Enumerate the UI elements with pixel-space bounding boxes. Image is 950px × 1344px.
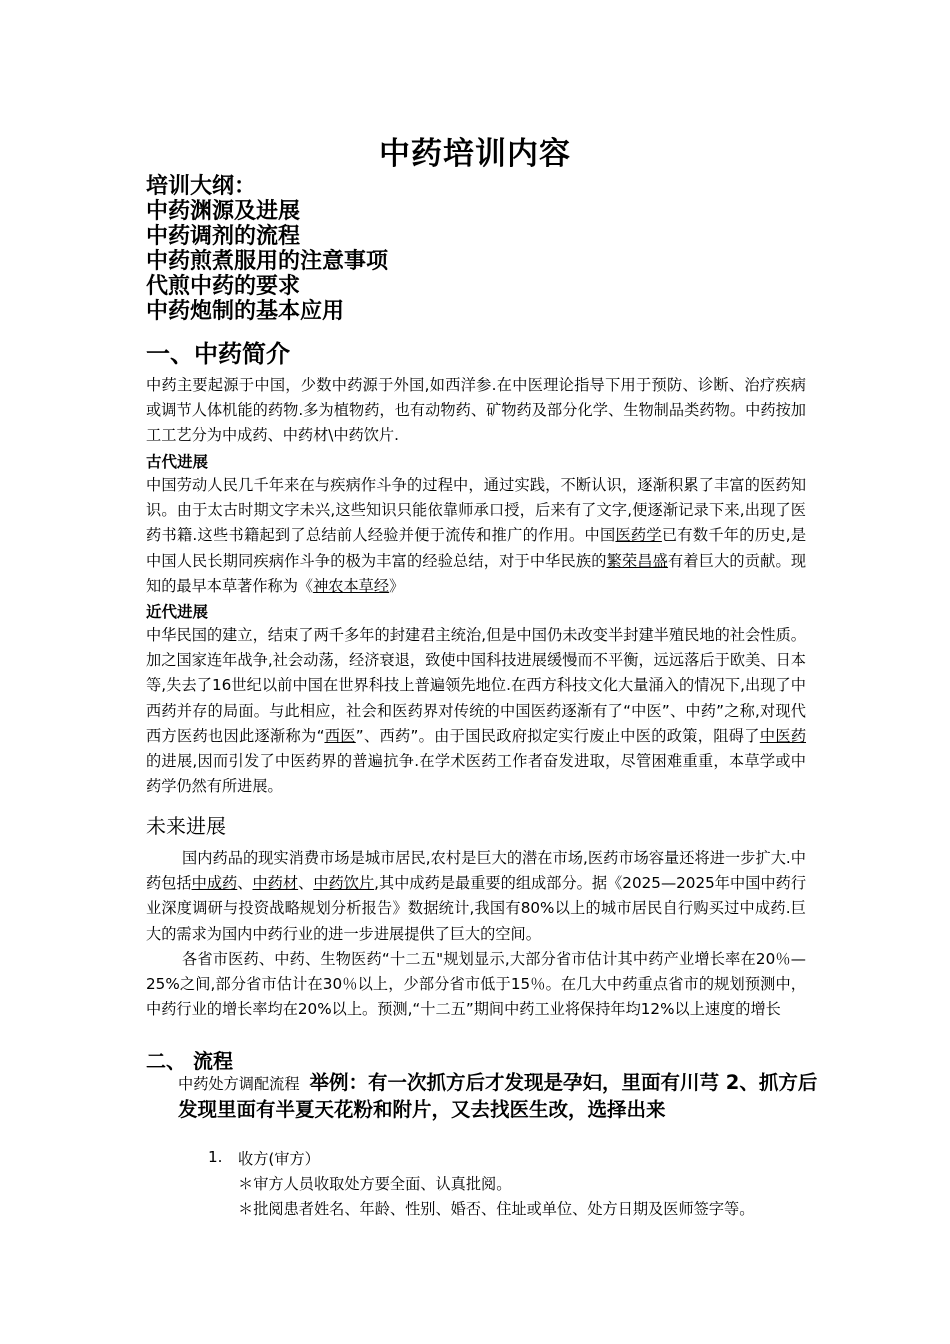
text-run: 的进展,因而引发了中医药界的普遍抗争.在学术医药工作者奋发进取，尽管困难重重，本草学或中药学仍然有所进展。 <box>146 752 806 796</box>
text-run: 国内药品的现实消费市场是城市居民,农村是巨大的潜在市场,医药市场容量还将进一步扩大.中药包括 <box>146 849 806 893</box>
text-run: 、 <box>298 874 314 893</box>
text-run: 中国劳动人民几千年来在与疾病作斗争的过程中，通过实践，不断认识，逐渐积累了丰富的医药知识。由于太古时期文字未兴,这些知识只能依靠师承口授，后来有了文字,便逐渐记录下来,出现了医药书籍.这些书籍起到了总结前人经验并便于流传和推广的作用。中国 <box>146 476 806 545</box>
page-title: 中药培训内容 <box>379 136 571 172</box>
modern-paragraph <box>146 623 806 799</box>
future-paragraph-1 <box>146 846 806 947</box>
link-zhongyiyao[interactable]: 中医药 <box>759 726 807 745</box>
text-run: 》 <box>389 576 405 595</box>
ancient-paragraph <box>146 473 806 599</box>
bullet-item: ＊批阅患者姓名、年龄、性别、婚否、住址或单位、处方日期及医师签字等。 <box>238 1200 755 1218</box>
text-run: 、 <box>237 874 253 893</box>
outline-heading: 培训大纲： <box>146 174 257 199</box>
process-lead: 中药处方调配流程 <box>178 1075 300 1093</box>
text-run: 已有数千年的历史,是中国人民长期同疾病作斗争的极为丰富的经验总结，对于中华民族的 <box>146 526 807 570</box>
link-fanrongchangsheng[interactable]: 繁荣昌盛 <box>606 551 669 570</box>
outline-item: 中药炮制的基本应用 <box>146 299 345 324</box>
text-run: 有着巨大的贡献。现知的最早本草著作称为《 <box>146 551 807 595</box>
step-number: 1. <box>208 1148 223 1166</box>
text-run: ”、西药”。由于国民政府拟定实行废止中医的政策，阻碍了 <box>355 726 760 745</box>
future-heading: 未来进展 <box>146 814 226 838</box>
ancient-heading: 古代进展 <box>146 453 209 471</box>
outline-item: 代煎中药的要求 <box>146 274 301 299</box>
link-yiyaoxue[interactable]: 医药学 <box>615 526 662 545</box>
link-zhongchengyao[interactable]: 中成药 <box>191 874 238 893</box>
link-shennong[interactable]: 神农本草经 <box>313 576 389 595</box>
link-zhongyaocai[interactable]: 中药材 <box>252 874 299 893</box>
text-run: 中华民国的建立，结束了两千多年的封建君主统治,但是中国仍未改变半封建半殖民地的社会性质。加之国家连年战争,社会动荡，经济衰退，致使中国科技进展缓慢而不平衡，远远落后于欧美、日本等,失去了16世纪以前中国在世界科技上普遍领先地位.在西方科技文化大量涌入的情况下,出现了中西药并存的局面。与此相应，社会和医药界对传统的中国医药逐渐有了“中医”、中药”之称,对现代西方医药也因此逐渐称为“ <box>146 626 806 745</box>
dispensing-example <box>178 1070 818 1123</box>
outline-item: 中药渊源及进展 <box>146 199 301 224</box>
step-label: 收方(审方） <box>238 1150 320 1168</box>
outline-item: 中药调剂的流程 <box>146 224 301 249</box>
outline-item: 中药煎煮服用的注意事项 <box>146 249 389 274</box>
bullet-item: ＊审方人员收取处方要全面、认真批阅。 <box>238 1175 512 1193</box>
training-outline <box>146 174 388 324</box>
future-paragraph-2: 各省市医药、中药、生物医药“十二五"规划显示,大部分省市估计其中药产业增长率在20％—25%之间,部分省市估计在30％以上，少部分省市低于15％。在几大中药重点省市的规划预测中，中药行业的增长率均在20%以上。预测,“十二五”期间中药工业将保持年均12%以上速度的增长 <box>146 950 806 1019</box>
section2-heading: 二、 流程 <box>146 1049 233 1073</box>
intro-paragraph: 中药主要起源于中国，少数中药源于外国,如西洋参.在中医理论指导下用于预防、诊断、治疗疾病或调节人体机能的药物.多为植物药，也有动物药、矿物药及部分化学、生物制品类药物。中药按加工工艺分为中成药、中药材\中药饮片. <box>146 376 806 445</box>
section1-heading: 一、中药简介 <box>146 340 290 368</box>
example-text: 举例：有一次抓方后才发现是孕妇，里面有川芎 2、抓方后发现里面有半夏天花粉和附片，又去找医生改，选择出来 <box>178 1071 818 1121</box>
modern-heading: 近代进展 <box>146 603 209 621</box>
text-run: ,其中成药是最重要的组成部分。据《2025—2025年中国中药行业深度调研与投资战略规划分析报告》数据统计,我国有80%以上的城市居民自行购买过中成药.巨大的需求为国内中药行业的进一步进展提供了巨大的空间。 <box>146 874 807 943</box>
link-zhongyaoyinpian[interactable]: 中药饮片 <box>313 874 375 893</box>
link-xiyi[interactable]: 西医 <box>324 726 356 745</box>
